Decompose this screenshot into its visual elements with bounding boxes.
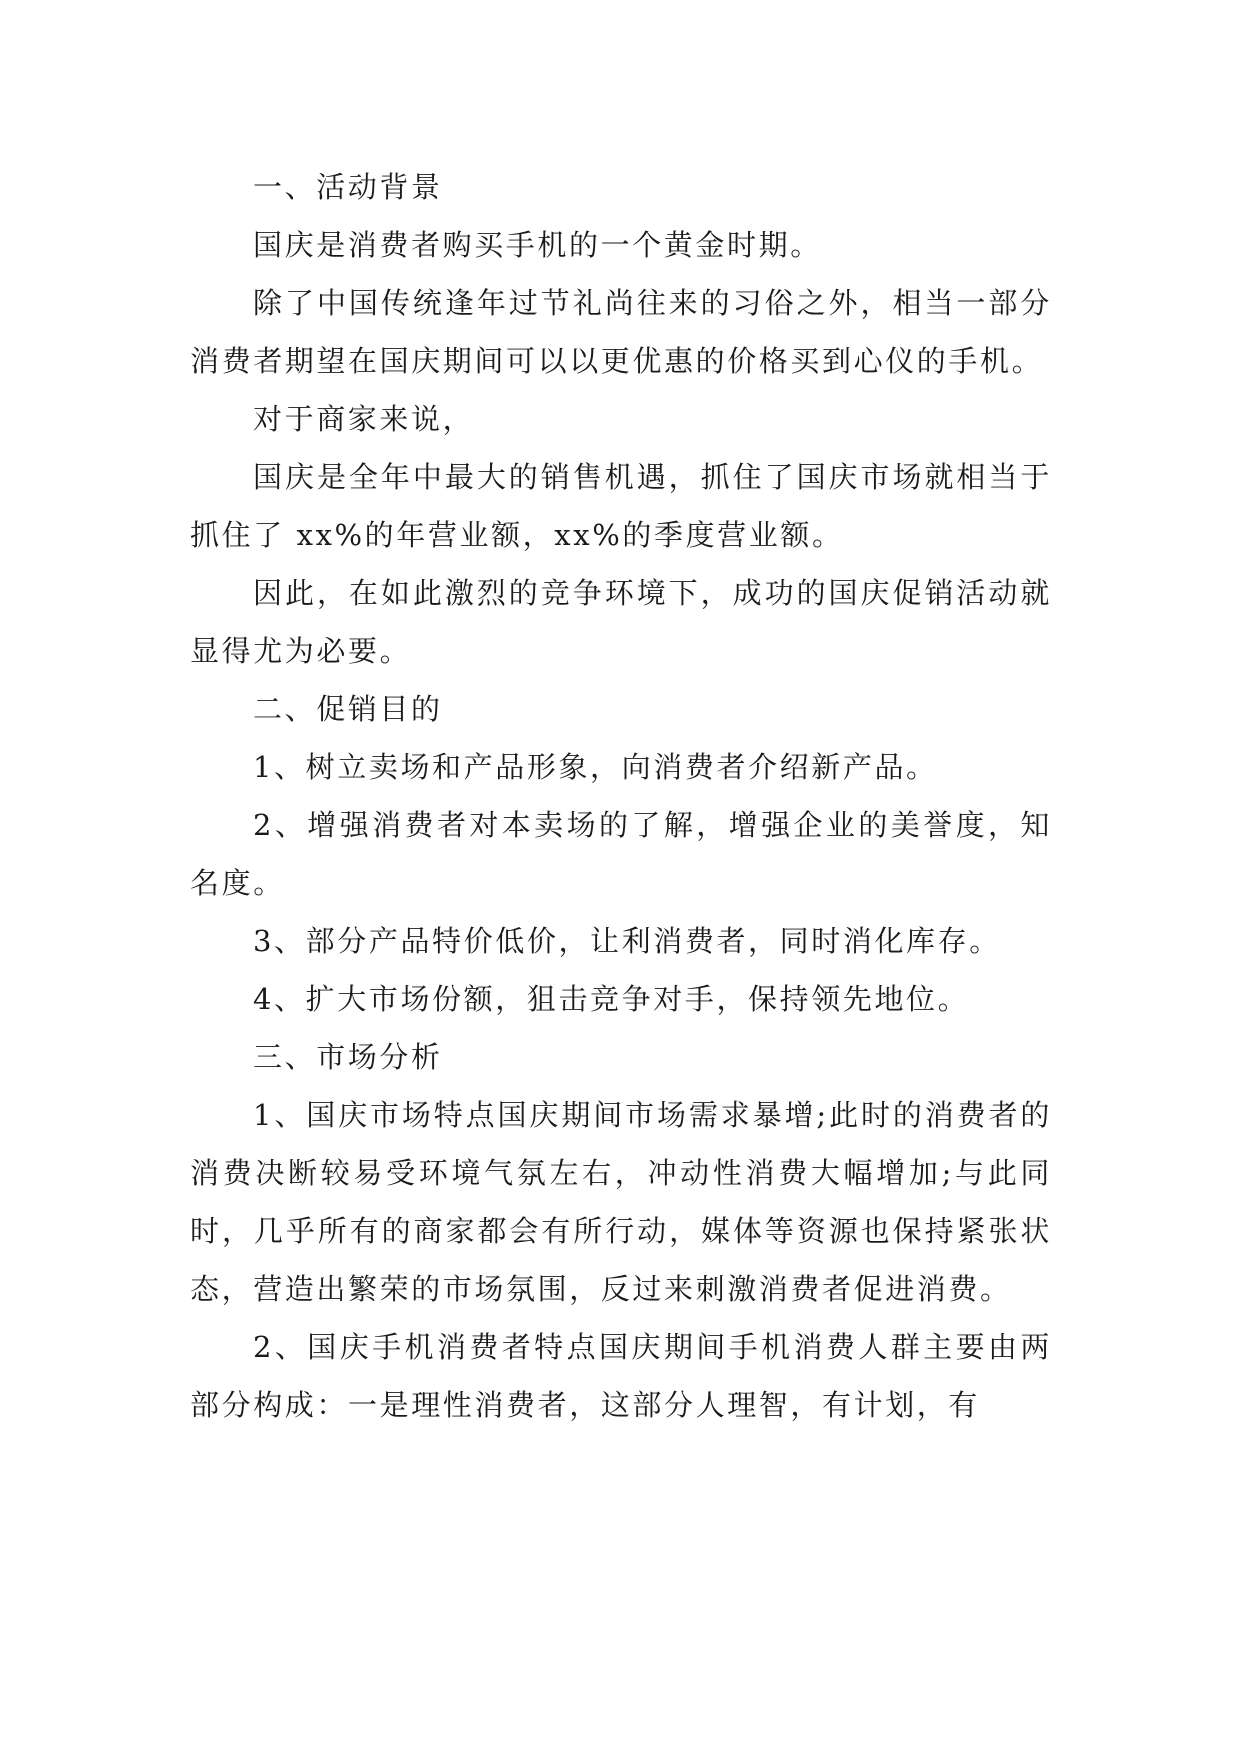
paragraph: 除了中国传统逢年过节礼尚往来的习俗之外，相当一部分消费者期望在国庆期间可以以更优惠的价格买到心仪的手机。 [190,286,1052,378]
paragraph: 对于商家来说， [253,402,475,436]
section-heading-market-analysis: 三、市场分析 [253,1040,443,1074]
list-item: 2、国庆手机消费者特点国庆期间手机消费人群主要由两部分构成：一是理性消费者，这部分人理智，有计划，有 [190,1330,1052,1422]
list-item: 1、树立卖场和产品形象，向消费者介绍新产品。 [253,750,938,784]
document-body [190,158,1052,1434]
list-item: 2、增强消费者对本卖场的了解，增强企业的美誉度，知名度。 [190,808,1052,900]
paragraph: 国庆是全年中最大的销售机遇，抓住了国庆市场就相当于抓住了 xx%的年营业额，xx%的季度营业额。 [190,460,1052,552]
paragraph: 国庆是消费者购买手机的一个黄金时期。 [253,228,822,262]
list-item: 4、扩大市场份额，狙击竞争对手，保持领先地位。 [253,982,970,1016]
paragraph: 因此，在如此激烈的竞争环境下，成功的国庆促销活动就显得尤为必要。 [190,576,1052,668]
list-item: 3、部分产品特价低价，让利消费者，同时消化库存。 [253,924,1001,958]
list-item: 1、国庆市场特点国庆期间市场需求暴增;此时的消费者的消费决断较易受环境气氛左右，冲动性消费大幅增加;与此同时，几乎所有的商家都会有所行动，媒体等资源也保持紧张状态，营造出繁荣的市场氛围，反过来刺激消费者促进消费。 [190,1098,1052,1306]
section-heading-background: 一、活动背景 [253,170,443,204]
section-heading-purpose: 二、促销目的 [253,692,443,726]
